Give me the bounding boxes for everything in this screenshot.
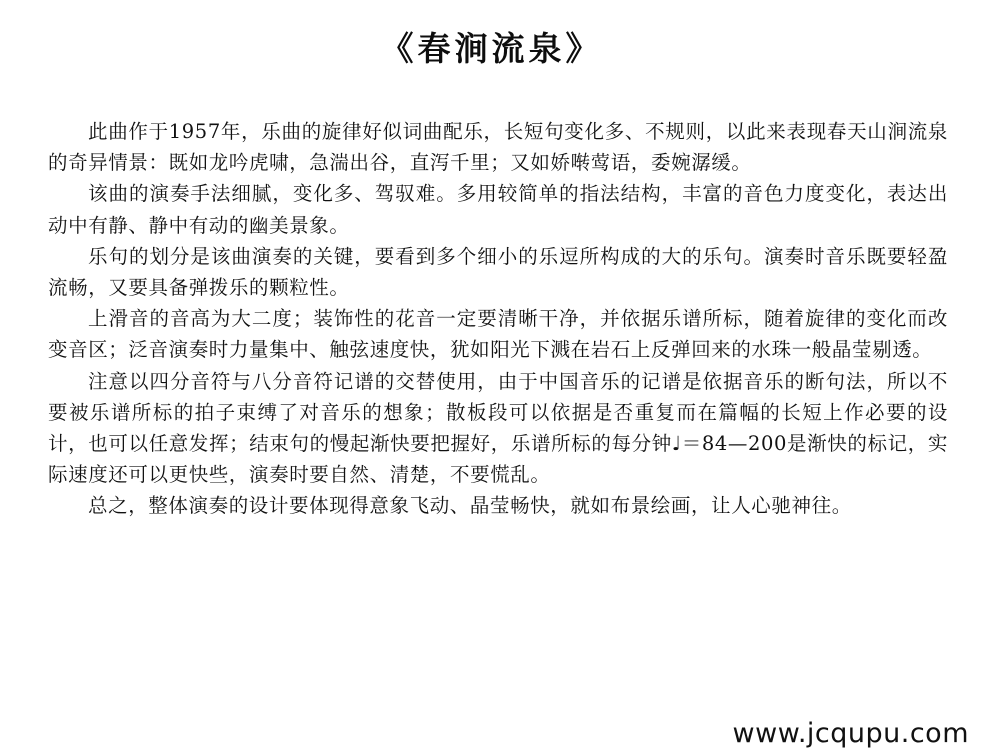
- article-body: [48, 116, 948, 522]
- paragraph-3: 乐句的划分是该曲演奏的关键，要看到多个细小的乐逗所构成的大的乐句。演奏时音乐既要轻盈流畅，又要具备弹拨乐的颗粒性。: [48, 244, 948, 300]
- site-watermark: www.jcqupu.com: [732, 718, 969, 749]
- paragraph-6: 总之，整体演奏的设计要体现得意象飞动、晶莹畅快，就如布景绘画，让人心驰神往。: [88, 494, 852, 518]
- paragraph-4: 上滑音的音高为大二度；装饰性的花音一定要清晰干净，并依据乐谱所标，随着旋律的变化而改变音区；泛音演奏时力量集中、触弦速度快，犹如阳光下溅在岩石上反弹回来的水珠一般晶莹剔透。: [48, 307, 948, 362]
- paragraph-2: 该曲的演奏手法细腻，变化多、驾驭难。多用较简单的指法结构，丰富的音色力度变化，表达出动中有静、静中有动的幽美景象。: [48, 182, 948, 237]
- paragraph-5: 注意以四分音符与八分音符记谱的交替使用，由于中国音乐的记谱是依据音乐的断句法，所以不要被乐谱所标的拍子束缚了对音乐的想象；散板段可以依据是否重复而在篇幅的长短上作必要的设计，也可以任意发挥；结束句的慢起渐快要把握好，乐谱所标的每分钟♩＝84—200是渐快的标记，实际速度还可以更快些，演奏时要自然、清楚，不要慌乱。: [48, 369, 948, 487]
- paragraph-1: 此曲作于1957年，乐曲的旋律好似词曲配乐，长短句变化多、不规则，以此来表现春天山涧流泉的奇异情景：既如龙吟虎啸，急湍出谷，直泻千里；又如娇啭莺语，委婉潺缓。: [48, 120, 948, 175]
- page-title: 《春涧流泉》: [380, 29, 603, 68]
